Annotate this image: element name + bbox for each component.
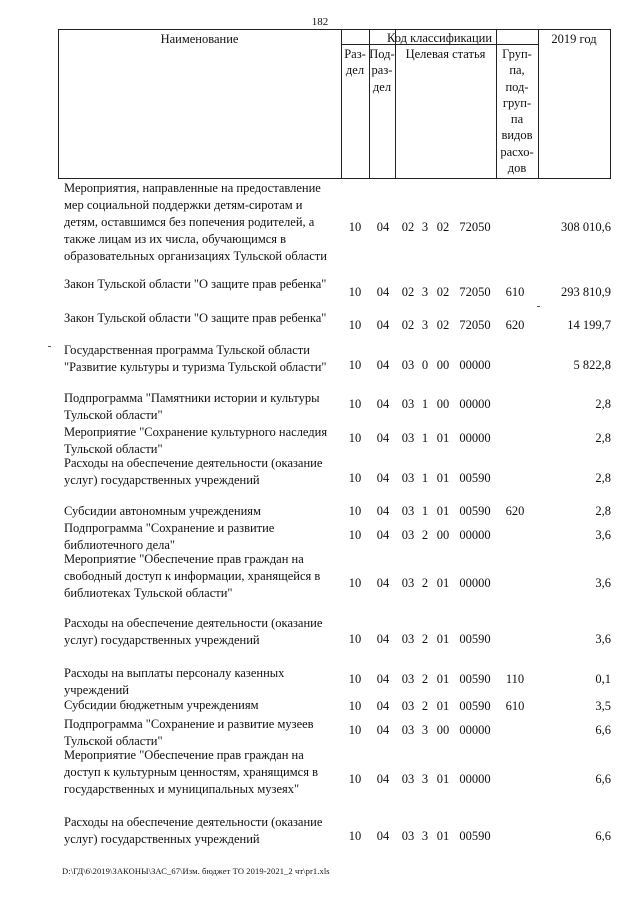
- row-podrazdel: 04: [376, 772, 390, 786]
- row-osn: 02: [436, 220, 450, 234]
- row-napr: 00590: [459, 504, 491, 518]
- row-osn: 00: [436, 528, 450, 542]
- row-napr: 72050: [459, 220, 491, 234]
- row-prog: 03: [401, 431, 415, 445]
- row-osn: 01: [436, 672, 450, 686]
- row-razdel: 10: [348, 699, 362, 713]
- row-pp: 3: [421, 723, 429, 737]
- row-osn: 00: [436, 397, 450, 411]
- row-osn: 01: [436, 576, 450, 590]
- row-napr: 00000: [459, 772, 491, 786]
- row-name-line: Расходы на обеспечение деятельности (оказание: [64, 456, 323, 470]
- row-podrazdel: 04: [376, 829, 390, 843]
- row-podrazdel: 04: [376, 672, 390, 686]
- row-value: 0,1: [595, 672, 611, 686]
- row-name-line: образовательных организациях Тульской области: [64, 249, 327, 263]
- header-podrazdel: Под- раз- дел: [369, 47, 395, 94]
- row-osn: 01: [436, 471, 450, 485]
- row-razdel: 10: [348, 220, 362, 234]
- row-value: 2,8: [595, 471, 611, 485]
- scan-mark: [48, 346, 51, 347]
- row-name: [64, 520, 342, 554]
- row-napr: 00000: [459, 528, 491, 542]
- row-prog: 03: [401, 576, 415, 590]
- row-pp: 2: [421, 528, 429, 542]
- row-prog: 03: [401, 504, 415, 518]
- row-name: [64, 665, 342, 699]
- row-pp: 2: [421, 576, 429, 590]
- row-prog: 03: [401, 528, 415, 542]
- row-name-line: Подпрограмма "Сохранение и развитие музеев: [64, 717, 314, 731]
- row-podrazdel: 04: [376, 397, 390, 411]
- row-pp: 1: [421, 397, 429, 411]
- row-razdel: 10: [348, 285, 362, 299]
- row-name-line: библиотеках Тульской области": [64, 586, 233, 600]
- row-vr: 620: [505, 318, 525, 332]
- scan-mark: [537, 306, 540, 307]
- row-prog: 02: [401, 318, 415, 332]
- row-name-line: "Развитие культуры и туризма Тульской области": [64, 360, 327, 374]
- row-value: 6,6: [595, 829, 611, 843]
- row-podrazdel: 04: [376, 285, 390, 299]
- row-prog: 03: [401, 358, 415, 372]
- row-osn: 02: [436, 318, 450, 332]
- header-razdel: Раз- дел: [344, 47, 366, 78]
- row-value: 14 199,7: [567, 318, 611, 332]
- row-name: [64, 747, 342, 798]
- row-value: 6,6: [595, 723, 611, 737]
- row-razdel: 10: [348, 632, 362, 646]
- row-prog: 03: [401, 397, 415, 411]
- row-name-line: также лицам из их числа, обучающимся в: [64, 232, 287, 246]
- row-name-line: услуг) государственных учреждений: [64, 832, 260, 846]
- row-name-line: свободный доступ к информации, хранящейся в: [64, 569, 321, 583]
- header-target: Целевая статья: [405, 47, 486, 61]
- row-podrazdel: 04: [376, 358, 390, 372]
- row-name: [64, 615, 342, 649]
- row-name-line: доступ к культурным ценностям, хранящимся в: [64, 765, 318, 779]
- row-value: 2,8: [595, 397, 611, 411]
- row-razdel: 10: [348, 528, 362, 542]
- row-podrazdel: 04: [376, 471, 390, 485]
- row-name-line: Мероприятия, направленные на предоставление: [64, 181, 321, 195]
- row-name: [64, 276, 342, 293]
- row-vr: 110: [505, 672, 525, 686]
- row-value: 3,6: [595, 632, 611, 646]
- row-value: 6,6: [595, 772, 611, 786]
- row-name: [64, 716, 342, 750]
- row-name: [64, 814, 342, 848]
- row-vr: 610: [505, 285, 525, 299]
- header-vr: Груп- па, под- груп- па видов расхо- дов: [500, 47, 534, 176]
- header-name: Наименование: [160, 32, 239, 46]
- row-napr: 00000: [459, 576, 491, 590]
- row-napr: 00000: [459, 723, 491, 737]
- row-value: 3,6: [595, 528, 611, 542]
- row-podrazdel: 04: [376, 723, 390, 737]
- row-value: 2,8: [595, 504, 611, 518]
- header-code-group: Код классификации: [386, 31, 493, 45]
- row-razdel: 10: [348, 576, 362, 590]
- row-razdel: 10: [348, 672, 362, 686]
- row-osn: 00: [436, 358, 450, 372]
- page-number: 182: [311, 16, 329, 28]
- row-name: [64, 310, 342, 327]
- row-name-line: Тульской области": [64, 442, 163, 456]
- row-prog: 03: [401, 672, 415, 686]
- row-pp: 1: [421, 431, 429, 445]
- row-name-line: Мероприятие "Сохранение культурного наследия: [64, 425, 328, 439]
- row-napr: 72050: [459, 318, 491, 332]
- row-name: [64, 390, 342, 424]
- file-path-footer: D:\ГД\6\2019\ЗАКОНЫ\ЗАС_67\Изм. бюджет ТО 2019-2021_2 чт\pr1.xls: [62, 866, 330, 876]
- row-prog: 02: [401, 285, 415, 299]
- row-pp: 3: [421, 318, 429, 332]
- row-prog: 03: [401, 699, 415, 713]
- row-osn: 01: [436, 829, 450, 843]
- row-name-line: Мероприятие "Обеспечение прав граждан на: [64, 552, 304, 566]
- row-name-line: библиотечного дела": [64, 538, 176, 552]
- row-value: 308 010,6: [561, 220, 611, 234]
- row-osn: 01: [436, 699, 450, 713]
- row-name: [64, 180, 342, 265]
- row-name-line: Закон Тульской области "О защите прав ребенка": [64, 311, 327, 325]
- row-prog: 02: [401, 220, 415, 234]
- row-podrazdel: 04: [376, 576, 390, 590]
- row-name: [64, 342, 342, 376]
- row-name-line: Государственная программа Тульской области: [64, 343, 310, 357]
- row-value: 3,6: [595, 576, 611, 590]
- row-name-line: Субсидии автономным учреждениям: [64, 504, 261, 518]
- row-name: [64, 424, 342, 458]
- row-name-line: Расходы на обеспечение деятельности (оказание: [64, 815, 323, 829]
- row-name-line: Тульской области": [64, 408, 163, 422]
- row-razdel: 10: [348, 397, 362, 411]
- row-osn: 01: [436, 772, 450, 786]
- row-pp: 1: [421, 504, 429, 518]
- row-name-line: услуг) государственных учреждений: [64, 473, 260, 487]
- row-razdel: 10: [348, 723, 362, 737]
- row-razdel: 10: [348, 358, 362, 372]
- row-podrazdel: 04: [376, 504, 390, 518]
- row-name: [64, 455, 342, 489]
- row-osn: 01: [436, 504, 450, 518]
- row-name-line: учреждений: [64, 683, 129, 697]
- row-osn: 01: [436, 632, 450, 646]
- row-value: 5 822,8: [573, 358, 611, 372]
- row-razdel: 10: [348, 318, 362, 332]
- row-name-line: мер социальной поддержки детям-сиротам и: [64, 198, 303, 212]
- row-osn: 00: [436, 723, 450, 737]
- row-name-line: государственных и муниципальных музеях": [64, 782, 300, 796]
- row-pp: 0: [421, 358, 429, 372]
- row-name-line: Расходы на выплаты персоналу казенных: [64, 666, 285, 680]
- row-razdel: 10: [348, 431, 362, 445]
- row-pp: 2: [421, 699, 429, 713]
- row-podrazdel: 04: [376, 699, 390, 713]
- row-napr: 72050: [459, 285, 491, 299]
- row-napr: 00590: [459, 829, 491, 843]
- row-name-line: Субсидии бюджетным учреждениям: [64, 698, 259, 712]
- row-name-line: Подпрограмма "Памятники истории и культуры: [64, 391, 320, 405]
- row-pp: 1: [421, 471, 429, 485]
- row-razdel: 10: [348, 504, 362, 518]
- row-prog: 03: [401, 772, 415, 786]
- row-napr: 00000: [459, 397, 491, 411]
- row-osn: 01: [436, 431, 450, 445]
- row-podrazdel: 04: [376, 318, 390, 332]
- row-name-line: Подпрограмма "Сохранение и развитие: [64, 521, 275, 535]
- row-napr: 00000: [459, 431, 491, 445]
- row-napr: 00590: [459, 632, 491, 646]
- row-podrazdel: 04: [376, 431, 390, 445]
- row-prog: 03: [401, 632, 415, 646]
- row-prog: 03: [401, 723, 415, 737]
- row-prog: 03: [401, 471, 415, 485]
- row-vr: 620: [505, 504, 525, 518]
- row-value: 2,8: [595, 431, 611, 445]
- row-name-line: услуг) государственных учреждений: [64, 633, 260, 647]
- row-name-line: Тульской области": [64, 734, 163, 748]
- row-value: 293 810,9: [561, 285, 611, 299]
- row-napr: 00000: [459, 358, 491, 372]
- row-name-line: Расходы на обеспечение деятельности (оказание: [64, 616, 323, 630]
- row-name: [64, 551, 342, 602]
- row-prog: 03: [401, 829, 415, 843]
- row-podrazdel: 04: [376, 220, 390, 234]
- row-value: 3,5: [595, 699, 611, 713]
- row-pp: 2: [421, 632, 429, 646]
- header-year: 2019 год: [551, 32, 597, 46]
- row-razdel: 10: [348, 772, 362, 786]
- row-napr: 00590: [459, 672, 491, 686]
- row-pp: 3: [421, 772, 429, 786]
- row-razdel: 10: [348, 829, 362, 843]
- row-podrazdel: 04: [376, 632, 390, 646]
- row-napr: 00590: [459, 699, 491, 713]
- row-vr: 610: [505, 699, 525, 713]
- row-pp: 3: [421, 829, 429, 843]
- row-pp: 2: [421, 672, 429, 686]
- row-razdel: 10: [348, 471, 362, 485]
- row-pp: 3: [421, 220, 429, 234]
- row-name-line: Закон Тульской области "О защите прав ребенка": [64, 277, 327, 291]
- row-pp: 3: [421, 285, 429, 299]
- row-name: [64, 503, 342, 520]
- row-name-line: Мероприятие "Обеспечение прав граждан на: [64, 748, 304, 762]
- row-napr: 00590: [459, 471, 491, 485]
- row-osn: 02: [436, 285, 450, 299]
- table-header: [58, 29, 611, 179]
- row-name: [64, 697, 342, 714]
- row-podrazdel: 04: [376, 528, 390, 542]
- row-name-line: детям, оставшимся без попечения родителей, а: [64, 215, 315, 229]
